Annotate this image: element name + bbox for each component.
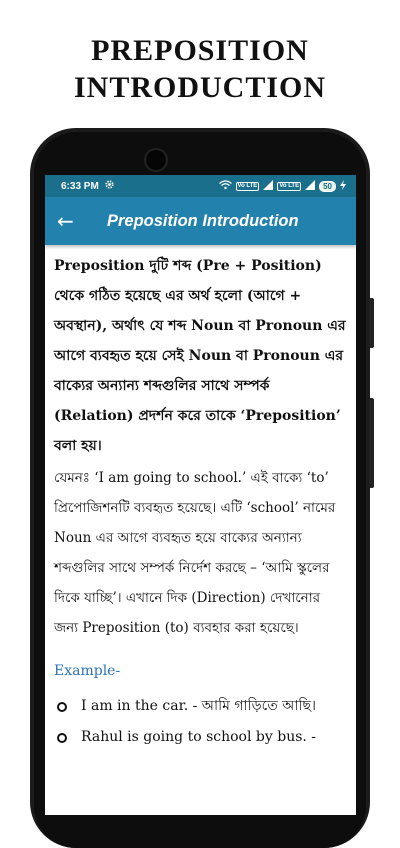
list-item xyxy=(54,691,346,722)
battery-icon: 50 xyxy=(319,181,336,192)
example-list xyxy=(54,691,346,753)
camera-icon xyxy=(144,148,168,172)
bullet-icon xyxy=(57,733,67,743)
example-heading: Example- xyxy=(54,663,121,679)
status-bar xyxy=(45,175,356,197)
signal-icon xyxy=(305,180,315,193)
wifi-icon xyxy=(219,180,232,193)
list-item xyxy=(54,722,346,753)
volte-icon: Vo LTE xyxy=(237,182,258,189)
lesson-content xyxy=(45,245,356,753)
intro-paragraph: Preposition দুটি শব্দ (Pre + Position) থেকে গঠিত হয়েছে এর অর্থ হলো (আগে + অবস্থান), অর্থাৎ যে শব্দ Noun বা Pronoun এর আগে ব্যবহৃত হয়ে সেই Noun বা Pronoun এর বাক্যের অন্যান্য শব্দগুলির সাথে সম্পর্ক (Relation) প্রদর্শন করে তাকে ‘Preposition’ বলা হয়। xyxy=(54,258,346,454)
page-title: Preposition Introduction xyxy=(107,211,299,230)
volte-icon: Vo LTE xyxy=(279,182,300,189)
status-icons xyxy=(219,180,346,193)
promo-headline-line1: PREPOSITION xyxy=(91,34,309,67)
example-text: Rahul is going to school by bus. - xyxy=(81,729,317,745)
promo-headline xyxy=(0,32,400,106)
promo-headline-line2: INTRODUCTION xyxy=(73,71,327,104)
phone-side-button xyxy=(369,398,374,488)
gear-icon xyxy=(104,179,115,193)
phone-side-button xyxy=(369,298,374,348)
app-screen xyxy=(45,175,356,815)
bullet-icon xyxy=(57,702,67,712)
signal-icon xyxy=(263,180,273,193)
app-bar xyxy=(45,197,356,245)
arrow-left-icon[interactable]: ← xyxy=(57,209,74,233)
charging-icon xyxy=(340,180,346,193)
example-text: I am in the car. - আমি গাড়িতে আছি। xyxy=(81,698,316,714)
status-time: 6:33 PM xyxy=(61,180,99,192)
explanation-paragraph: যেমনঃ ‘I am going to school.’ এই বাক্যে ‘to’ প্রিপোজিশনটি ব্যবহৃত হয়েছে। এটি ‘school’ নামের Noun এর আগে ব্যবহৃত হয়ে বাক্যের অন্যান্য শব্দগুলির সাথে সম্পর্ক নির্দেশ করছে – ‘আমি স্কুলের দিকে যাচ্ছি’। এখানে দিক (Direction) দেখানোর জন্য Preposition (to) ব্যবহার করা হয়েছে। xyxy=(54,470,336,636)
